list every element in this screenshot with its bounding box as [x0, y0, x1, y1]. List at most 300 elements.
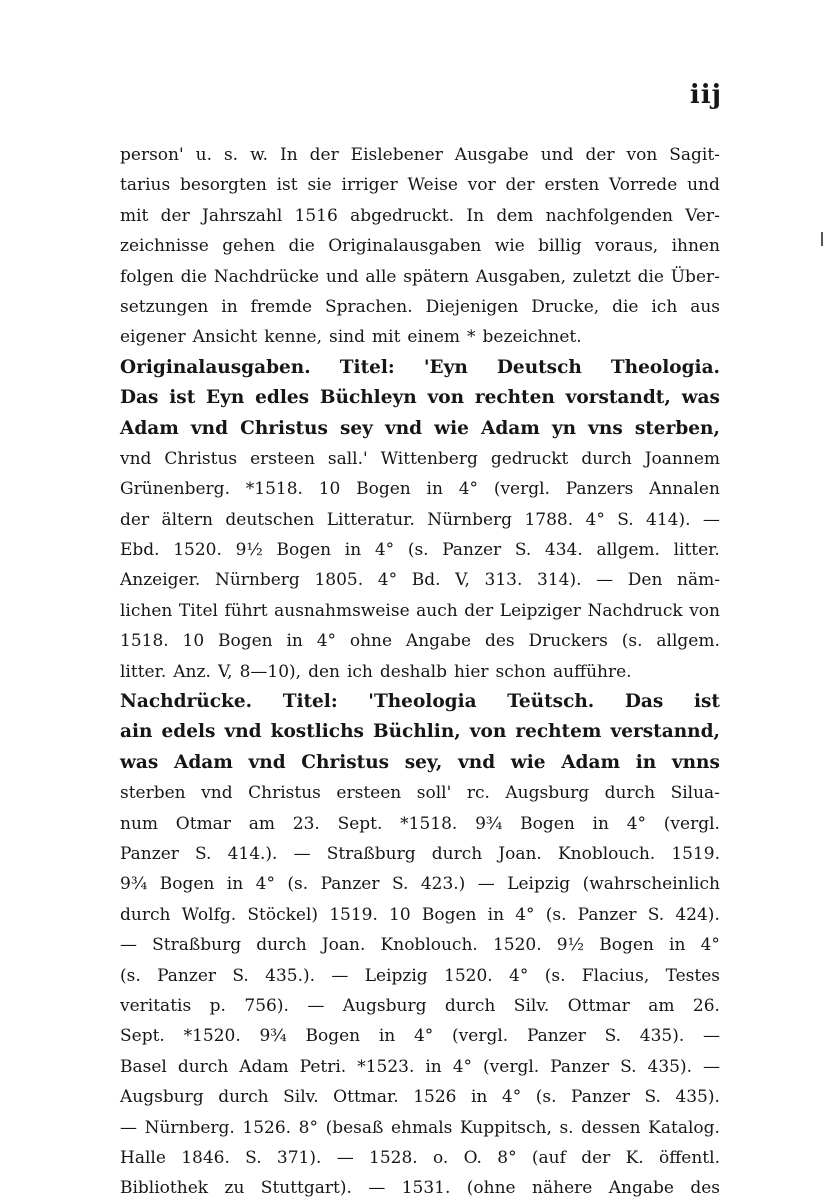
word: Katalog.: [648, 1117, 720, 1138]
word: Nürnberg: [214, 570, 300, 591]
word: —: [702, 509, 720, 530]
word: K.: [625, 1147, 644, 1168]
word: Titel: [178, 600, 218, 621]
text-line: [120, 930, 720, 960]
word: in: [669, 935, 686, 956]
word: Silv.: [283, 1087, 319, 1108]
word: vnd: [190, 417, 229, 439]
word: der: [120, 509, 150, 530]
word: von: [469, 721, 507, 743]
word: 423.): [420, 874, 466, 895]
word: Bogen: [356, 479, 411, 500]
word: ersteen: [250, 448, 315, 469]
word: 4°: [452, 1056, 473, 1077]
word: 435).: [639, 1026, 685, 1047]
word: Stuttgart).: [260, 1178, 352, 1199]
word: (ohne: [466, 1178, 516, 1199]
word: Adam: [561, 751, 621, 773]
word: Den: [627, 570, 663, 591]
word: ersteen: [336, 783, 402, 804]
word: S.: [245, 1147, 262, 1168]
text-line: [120, 444, 720, 474]
word: 1526.: [242, 1117, 292, 1138]
word: Panzer: [577, 904, 637, 925]
word: 9¾: [475, 813, 503, 834]
word: Sept.: [337, 813, 383, 834]
word: Theologia.: [610, 356, 720, 378]
word: in: [226, 874, 244, 895]
word: 4°: [377, 570, 398, 591]
word: Bd.: [411, 570, 441, 591]
word: Wittenberg: [380, 448, 478, 469]
word: Nürnberg.: [144, 1117, 235, 1138]
word: 1520.: [444, 965, 493, 986]
word: Adam: [120, 417, 179, 439]
text-line: [120, 474, 720, 504]
text-line: [120, 748, 720, 778]
word: Knoblouch.: [557, 843, 656, 864]
word: fremde: [250, 296, 313, 317]
word: 435).: [675, 1087, 720, 1108]
word: was: [120, 751, 159, 773]
word: der: [585, 145, 615, 165]
text-line: [120, 201, 720, 231]
word: ersten: [544, 175, 600, 196]
word: S.: [232, 965, 249, 986]
word: 435).: [647, 1056, 692, 1077]
word: Stöckel): [247, 904, 319, 925]
word: in: [221, 296, 238, 317]
word: sall.': [327, 448, 368, 469]
word: am: [648, 995, 675, 1016]
word: o.: [432, 1147, 449, 1168]
word: besorgten: [180, 175, 267, 196]
word: in: [378, 1026, 396, 1047]
word: vor: [467, 175, 496, 196]
word: tarius: [120, 175, 171, 196]
word: hier: [453, 661, 489, 682]
word: Straßburg: [152, 935, 242, 956]
word: 9½: [556, 935, 585, 956]
word: Anz.: [173, 661, 211, 682]
word: Litteratur.: [326, 509, 415, 530]
word: Ausgaben,: [475, 266, 567, 287]
text-line: [120, 961, 720, 991]
word: s.: [559, 1117, 574, 1138]
text-line: [120, 1173, 720, 1203]
text-line: [120, 717, 720, 747]
word: am: [248, 813, 275, 834]
word: Flacius,: [581, 965, 650, 986]
word: 1520.: [173, 540, 222, 561]
word: Basel: [120, 1056, 167, 1077]
text-line: [120, 383, 720, 413]
page-number: iij: [689, 80, 722, 110]
word: 1518.: [120, 631, 169, 652]
word: zuletzt: [572, 266, 631, 287]
word: von: [427, 387, 465, 409]
word: in: [425, 1056, 442, 1077]
word: setzungen: [120, 296, 209, 317]
word: Über-: [670, 266, 720, 287]
word: (vergl.: [493, 479, 550, 500]
word: 313.: [484, 570, 523, 591]
word: Sprachen.: [324, 296, 413, 317]
text-line: [120, 1113, 720, 1143]
word: p.: [209, 995, 226, 1016]
word: Titel:: [282, 691, 338, 713]
word: sterben: [120, 783, 186, 804]
word: 9½: [235, 540, 263, 561]
text-line: [120, 292, 720, 322]
word: (besaß: [325, 1117, 384, 1138]
word: Anzeiger.: [120, 570, 201, 591]
word: spätern: [403, 266, 469, 287]
word: durch: [218, 1087, 269, 1108]
word: einem: [407, 327, 461, 348]
word: Bogen: [305, 1026, 361, 1047]
word: Bogen: [421, 904, 477, 925]
word: den: [308, 661, 340, 682]
word: Büchleyn: [319, 387, 417, 409]
word: Grünenberg.: [120, 479, 230, 500]
word: der: [160, 205, 190, 226]
word: Eislebener: [350, 145, 443, 165]
word: ist: [693, 691, 720, 713]
word: Panzer: [550, 1056, 610, 1077]
word: Straßburg: [326, 843, 416, 864]
word: 424).: [675, 904, 720, 925]
word: Büchlin,: [372, 721, 461, 743]
word: vnd: [201, 783, 233, 804]
word: rechten: [474, 387, 555, 409]
word: *1523.: [357, 1056, 415, 1077]
word: in: [471, 1087, 488, 1108]
word: dem: [496, 205, 534, 226]
scan-edge-mark: [821, 232, 823, 246]
word: vorstandt,: [565, 387, 671, 409]
word: Ausgabe: [454, 145, 529, 165]
word: Bogen: [218, 631, 273, 652]
text-line: [120, 596, 720, 626]
word: Wolfg.: [181, 904, 237, 925]
word: Angabe: [405, 631, 472, 652]
word: 414).: [646, 509, 691, 530]
word: ist: [169, 387, 196, 409]
word: (wahrscheinlich: [582, 874, 720, 895]
word: Joan.: [321, 935, 366, 956]
word: (vergl.: [663, 813, 720, 834]
word: Leipziger: [499, 600, 581, 621]
word: Knoblouch.: [380, 935, 478, 956]
word: Das: [624, 691, 664, 713]
word: Ver-: [685, 205, 720, 226]
word: vns: [588, 417, 623, 439]
word: in: [592, 813, 609, 834]
word: Silua-: [670, 783, 720, 804]
word: 435.).: [265, 965, 316, 986]
word: und: [325, 266, 359, 287]
word: 4°: [413, 1026, 434, 1047]
word: die: [612, 296, 639, 317]
word: (auf: [531, 1147, 566, 1168]
word: ist: [276, 175, 298, 196]
word: Bogen: [520, 813, 575, 834]
word: Bogen: [159, 874, 215, 895]
word: 1788.: [524, 509, 574, 530]
word: allgem.: [656, 631, 720, 652]
word: 434.: [544, 540, 583, 561]
word: wie: [434, 417, 469, 439]
word: näm-: [677, 570, 720, 591]
word: Christus: [248, 783, 321, 804]
word: Druckers: [528, 631, 608, 652]
word: ehmals: [390, 1117, 453, 1138]
word: Joan.: [498, 843, 542, 864]
word: schon: [495, 661, 546, 682]
word: Sept.: [120, 1026, 165, 1047]
word: Bogen: [599, 935, 654, 956]
word: —: [120, 1117, 137, 1138]
word: V,: [455, 570, 470, 591]
word: durch: [256, 935, 307, 956]
word: des: [690, 1178, 720, 1199]
word: —: [293, 843, 311, 864]
text-line: [120, 140, 720, 170]
word: —: [331, 965, 349, 986]
word: Originalausgaben.: [120, 356, 311, 378]
word: litter.: [120, 661, 167, 682]
word: *1518.: [400, 813, 458, 834]
word: Weise: [407, 175, 458, 196]
word: 8°: [298, 1117, 318, 1138]
word: 1520.: [492, 935, 542, 956]
word: S.: [617, 509, 634, 530]
word: von: [689, 600, 720, 621]
word: Christus: [164, 448, 238, 469]
word: Joannem: [644, 448, 720, 469]
word: rechtem: [515, 721, 602, 743]
word: durch: [431, 843, 483, 864]
word: Sagit-: [669, 145, 720, 165]
word: *1518.: [245, 479, 303, 500]
word: gehen: [222, 236, 276, 257]
word: 1526: [413, 1087, 457, 1108]
text-line: [120, 231, 720, 261]
word: allgem.: [596, 540, 660, 561]
word: (s.: [621, 631, 643, 652]
word: (s.: [545, 904, 567, 925]
word: Silv.: [513, 995, 550, 1016]
word: lichen: [120, 600, 173, 621]
word: 371).: [276, 1147, 322, 1168]
word: —: [120, 935, 137, 956]
text-line: [120, 778, 720, 808]
word: 1531.: [401, 1178, 451, 1199]
word: ich: [346, 661, 373, 682]
word: ich: [651, 296, 678, 317]
word: —: [307, 995, 325, 1016]
text-line: [120, 626, 720, 656]
word: V,: [217, 661, 233, 682]
word: Ottmar.: [333, 1087, 399, 1108]
word: 'Eyn: [423, 356, 468, 378]
word: Bogen: [276, 540, 332, 561]
word: 10: [182, 631, 205, 652]
word: S.: [514, 540, 532, 561]
word: Christus: [240, 417, 328, 439]
word: Panzer: [526, 1026, 586, 1047]
word: vnd: [120, 448, 152, 469]
word: edels: [161, 721, 216, 743]
word: Ebd.: [120, 540, 160, 561]
word: 414.).: [227, 843, 278, 864]
word: 1519.: [671, 843, 720, 864]
text-line: [120, 535, 720, 565]
word: ältern: [161, 509, 213, 530]
word: Das: [120, 387, 159, 409]
word: wie: [494, 236, 525, 257]
word: In: [279, 145, 298, 165]
word: in: [487, 904, 505, 925]
word: der: [581, 1147, 611, 1168]
word: alle: [365, 266, 397, 287]
word: —: [596, 570, 614, 591]
word: 4°: [515, 904, 535, 925]
word: von: [626, 145, 658, 165]
word: Angabe: [608, 1178, 674, 1199]
word: und: [540, 145, 574, 165]
text-line: [120, 262, 720, 292]
word: kostlichs: [270, 721, 364, 743]
word: 8°: [497, 1147, 517, 1168]
word: 1528.: [369, 1147, 418, 1168]
word: —: [477, 874, 495, 895]
word: die: [637, 266, 664, 287]
word: Ottmar: [567, 995, 630, 1016]
text-line: [120, 414, 720, 444]
word: sey,: [404, 751, 443, 773]
word: eigener: [120, 327, 186, 348]
word: soll': [416, 783, 452, 804]
word: Annalen: [649, 479, 720, 500]
text-line: [120, 991, 720, 1021]
word: durch: [581, 448, 632, 469]
word: Testes: [665, 965, 720, 986]
word: zeichnisse: [120, 236, 209, 257]
word: Titel:: [339, 356, 395, 378]
text-line: [120, 900, 720, 930]
page-text: [120, 140, 720, 1204]
word: und: [687, 175, 720, 196]
text-line: [120, 1143, 720, 1173]
word: die: [288, 236, 315, 257]
word: 314).: [537, 570, 582, 591]
word: auch: [416, 600, 458, 621]
word: Otmar: [175, 813, 231, 834]
word: nachfolgenden: [545, 205, 673, 226]
word: deshalb: [379, 661, 447, 682]
word: deutschen: [225, 509, 315, 530]
word: Leipzig: [364, 965, 428, 986]
word: vnd: [224, 721, 262, 743]
text-line: [120, 322, 720, 352]
word: dessen: [581, 1117, 641, 1138]
word: Augsburg: [342, 995, 427, 1016]
word: (s.: [287, 874, 309, 895]
word: litter.: [673, 540, 720, 561]
word: Panzer: [320, 874, 380, 895]
word: 4°: [255, 874, 275, 895]
text-line: [120, 1082, 720, 1112]
word: der: [464, 600, 494, 621]
word: wie: [510, 751, 546, 773]
word: —: [368, 1178, 386, 1199]
word: s.: [223, 145, 239, 165]
word: 26.: [692, 995, 720, 1016]
word: Kuppitsch,: [459, 1117, 552, 1138]
word: (s.: [544, 965, 566, 986]
word: 4°: [626, 813, 647, 834]
word: aus: [690, 296, 720, 317]
word: 'Theologia: [368, 691, 477, 713]
word: —: [702, 1026, 720, 1047]
word: sind: [329, 327, 366, 348]
word: Drucke,: [531, 296, 600, 317]
word: w.: [250, 145, 269, 165]
word: Eyn: [206, 387, 245, 409]
word: Bibliothek: [120, 1178, 209, 1199]
word: Panzer: [120, 843, 179, 864]
word: Ansicht: [192, 327, 258, 348]
word: Christus: [301, 751, 390, 773]
word: 4°: [585, 509, 605, 530]
word: Adam: [173, 751, 233, 773]
word: voraus,: [595, 236, 659, 257]
word: sie: [307, 175, 332, 196]
word: 4°: [458, 479, 479, 500]
word: 1805.: [314, 570, 364, 591]
word: Vorrede: [609, 175, 678, 196]
word: Adam: [239, 1056, 289, 1077]
word: sterben,: [634, 417, 720, 439]
word: aufführe.: [552, 661, 632, 682]
word: (s.: [120, 965, 141, 986]
text-line: [120, 809, 720, 839]
word: was: [681, 387, 720, 409]
text-line: [120, 565, 720, 595]
word: führt: [224, 600, 268, 621]
word: vnd: [384, 417, 423, 439]
word: in: [635, 751, 657, 773]
word: 9¾: [259, 1026, 287, 1047]
word: in: [344, 540, 362, 561]
text-line: [120, 687, 720, 717]
word: ain: [120, 721, 153, 743]
word: 23.: [292, 813, 320, 834]
word: 1846.: [181, 1147, 230, 1168]
word: yn: [551, 417, 577, 439]
word: rc.: [466, 783, 490, 804]
word: Nürnberg: [427, 509, 513, 530]
word: 10: [318, 479, 341, 500]
word: (vergl.: [483, 1056, 540, 1077]
word: veritatis: [120, 995, 192, 1016]
word: vnd: [248, 751, 286, 773]
word: 1516: [294, 205, 338, 226]
word: 4°: [374, 540, 395, 561]
word: Nachdrücke.: [120, 691, 253, 713]
